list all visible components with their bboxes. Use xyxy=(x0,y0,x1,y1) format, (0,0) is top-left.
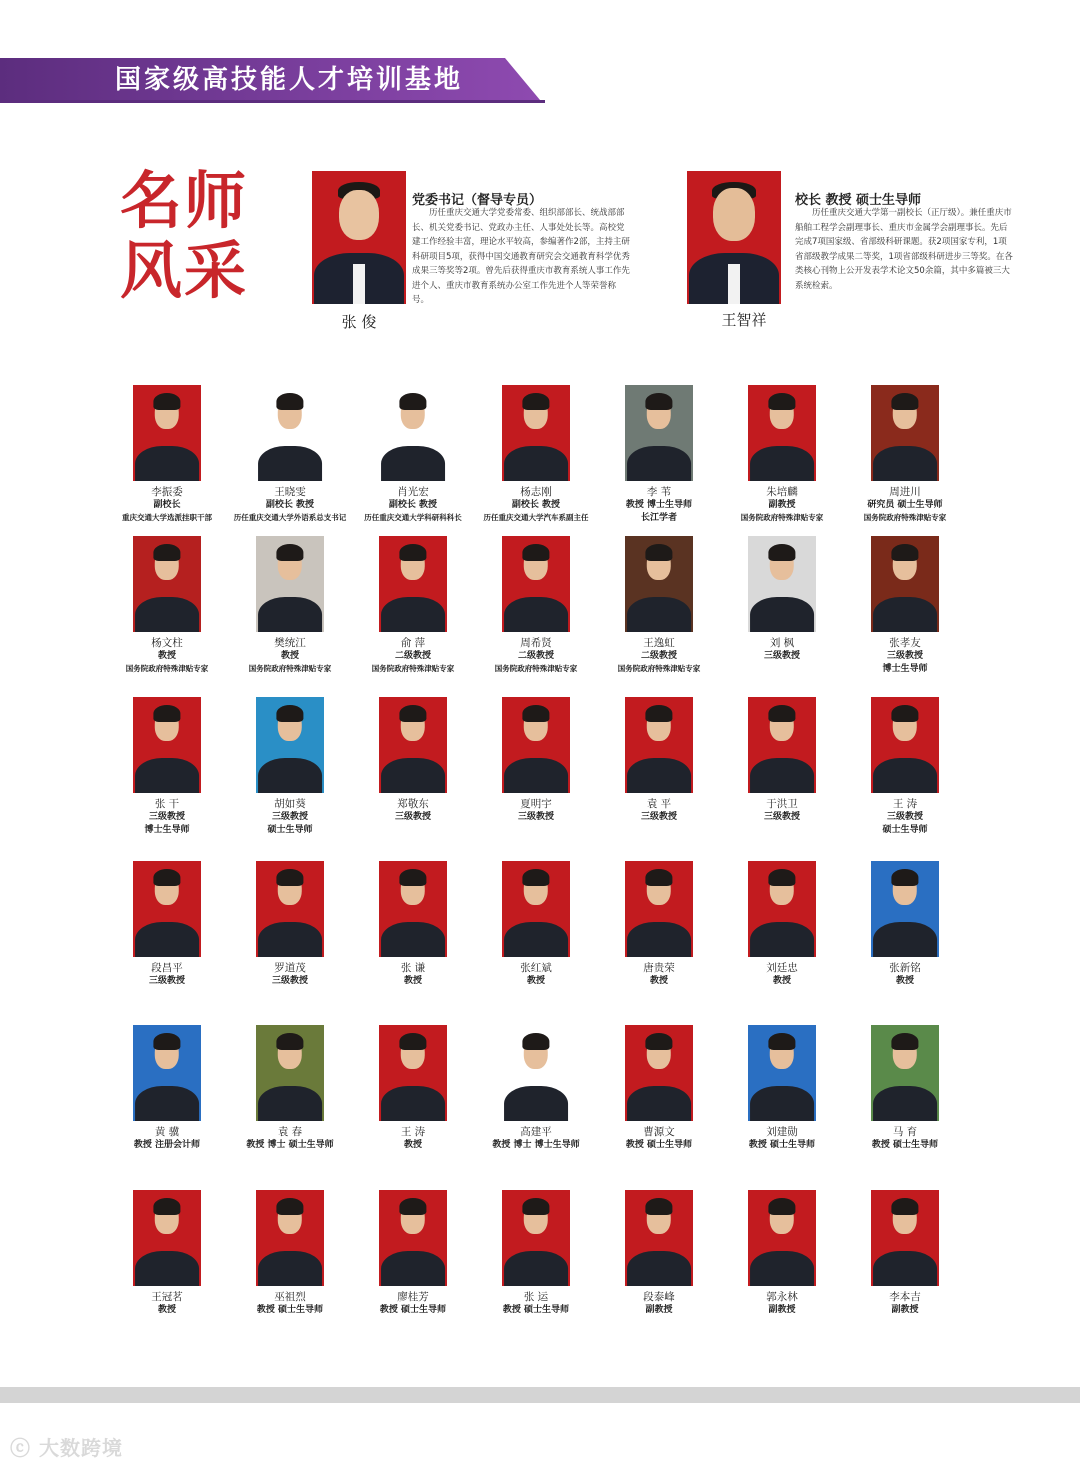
watermark-logo-icon: ⓒ xyxy=(10,1436,31,1460)
faculty-title: 教授 xyxy=(403,1140,422,1150)
faculty-photo xyxy=(133,1025,201,1121)
faculty-card xyxy=(597,861,721,988)
faculty-name: 于洪卫 xyxy=(766,798,798,810)
faculty-card xyxy=(105,861,229,988)
faculty-photo xyxy=(625,385,693,481)
faculty-name: 廖桂芳 xyxy=(397,1291,429,1303)
faculty-name: 袁 平 xyxy=(646,798,672,810)
faculty-photo xyxy=(133,385,201,481)
faculty-title: 三级教授 xyxy=(271,976,308,986)
faculty-photo xyxy=(625,1025,693,1121)
faculty-card xyxy=(228,536,352,675)
faculty-name: 王晓雯 xyxy=(274,486,306,498)
faculty-title: 三级教授 xyxy=(886,812,923,822)
faculty-photo xyxy=(379,536,447,632)
leader-photo xyxy=(687,171,781,304)
faculty-card xyxy=(597,1025,721,1152)
leader-bio: 历任重庆交通大学第一副校长（正厅级）。兼任重庆市船舶工程学会副理事长、重庆市金属学会副理事长。先后完成7项国家级、省部级科研课题。获2项国家专利，1项省部级教学成果二等奖，1项省部级科研进步三等奖。在各类核心刊物上公开发表学术论文50余篇，其中多篇被三大系统检索。 xyxy=(795,208,1013,291)
faculty-name: 张 干 xyxy=(154,798,180,810)
faculty-title: 教授 博士 博士生导师 xyxy=(492,1140,580,1150)
faculty-title: 教授 xyxy=(157,1305,176,1315)
faculty-photo xyxy=(625,1190,693,1286)
faculty-title: 副教授 xyxy=(645,1305,673,1315)
faculty-card xyxy=(720,385,844,524)
faculty-photo xyxy=(748,861,816,957)
leader-role: 校长 教授 硕士生导师 xyxy=(795,193,922,208)
faculty-honor: 历任重庆交通大学科研科科长 xyxy=(364,512,462,522)
faculty-honor: 国务院政府特殊津贴专家 xyxy=(494,663,578,673)
faculty-name: 周希贤 xyxy=(520,637,552,649)
faculty-photo xyxy=(625,536,693,632)
faculty-title: 副教授 xyxy=(768,1305,796,1315)
faculty-honor: 国务院政府特殊津贴专家 xyxy=(125,663,209,673)
faculty-name: 张新铭 xyxy=(889,962,921,974)
faculty-title: 教授 硕士生导师 xyxy=(748,1140,816,1150)
faculty-title: 副教授 xyxy=(768,500,796,510)
faculty-photo xyxy=(256,536,324,632)
faculty-name: 李本吉 xyxy=(889,1291,921,1303)
faculty-card xyxy=(843,536,967,675)
faculty-honor: 重庆交通大学选派挂职干部 xyxy=(122,512,212,522)
faculty-card xyxy=(105,1190,229,1317)
faculty-photo xyxy=(133,536,201,632)
faculty-photo xyxy=(502,385,570,481)
faculty-photo xyxy=(502,1190,570,1286)
leader-bio: 历任重庆交通大学党委常委、组织部部长、统战部部长、机关党委书记、党政办主任、人事处处长等。高校党建工作经验丰富，理论水平较高，参编著作2部，主持主研科研项目5项，获得中国交通教育研究会交通教育科学优秀成果三等奖等2项。曾先后获得重庆市教育系统人事工作先进个人、重庆市教育系统办公室工作先进个人等荣誉称号。 xyxy=(412,208,630,305)
faculty-card xyxy=(720,697,844,824)
faculty-name: 肖光宏 xyxy=(397,486,429,498)
faculty-honor: 历任重庆交通大学汽车系副主任 xyxy=(483,512,589,522)
faculty-name: 段泰峰 xyxy=(643,1291,675,1303)
faculty-name: 刘建勋 xyxy=(766,1126,798,1138)
faculty-photo xyxy=(502,861,570,957)
faculty-photo xyxy=(379,1025,447,1121)
faculty-photo xyxy=(133,861,201,957)
faculty-name: 郭永林 xyxy=(766,1291,798,1303)
faculty-photo xyxy=(748,697,816,793)
faculty-photo xyxy=(379,861,447,957)
faculty-card xyxy=(720,1025,844,1152)
faculty-title: 三级教授 xyxy=(886,651,923,661)
faculty-title: 二级教授 xyxy=(640,651,677,661)
faculty-photo xyxy=(871,536,939,632)
faculty-photo xyxy=(748,1190,816,1286)
faculty-honor: 国务院政府特殊津贴专家 xyxy=(863,512,947,522)
section-title-line1: 名师 xyxy=(120,164,249,237)
faculty-name: 朱培麟 xyxy=(766,486,798,498)
faculty-card xyxy=(843,1190,967,1317)
faculty-photo xyxy=(871,1190,939,1286)
faculty-title: 三级教授 xyxy=(148,812,185,822)
faculty-card xyxy=(351,1190,475,1317)
section-title-line2: 风采 xyxy=(120,234,249,307)
banner-title: 国家级高技能人才培训基地 xyxy=(115,65,464,95)
faculty-title: 教授 注册会计师 xyxy=(133,1140,201,1150)
faculty-name: 巫祖烈 xyxy=(274,1291,306,1303)
faculty-name: 罗道茂 xyxy=(274,962,306,974)
faculty-title: 副教授 xyxy=(891,1305,919,1315)
faculty-name: 刘廷忠 xyxy=(766,962,798,974)
faculty-photo xyxy=(379,697,447,793)
faculty-photo xyxy=(502,536,570,632)
faculty-title: 教授 xyxy=(403,976,422,986)
faculty-card xyxy=(843,385,967,524)
faculty-name: 高建平 xyxy=(520,1126,552,1138)
faculty-name: 张 运 xyxy=(523,1291,549,1303)
faculty-card xyxy=(351,861,475,988)
faculty-photo xyxy=(256,697,324,793)
faculty-title: 教授 硕士生导师 xyxy=(379,1305,447,1315)
faculty-name: 胡如葵 xyxy=(274,798,306,810)
faculty-honor: 国务院政府特殊津贴专家 xyxy=(740,512,824,522)
faculty-photo xyxy=(871,861,939,957)
faculty-name: 李 苇 xyxy=(646,486,672,498)
faculty-name: 张孝友 xyxy=(889,637,921,649)
faculty-name: 夏明宇 xyxy=(520,798,552,810)
faculty-photo xyxy=(256,861,324,957)
faculty-card xyxy=(228,1190,352,1317)
faculty-name: 张 谦 xyxy=(400,962,426,974)
faculty-title: 教授 硕士生导师 xyxy=(625,1140,693,1150)
faculty-title: 三级教授 xyxy=(640,812,677,822)
banner-underline xyxy=(0,100,545,103)
faculty-card xyxy=(105,385,229,524)
faculty-card xyxy=(597,697,721,824)
faculty-card xyxy=(843,697,967,836)
faculty-name: 郑敬东 xyxy=(397,798,429,810)
faculty-name: 杨志刚 xyxy=(520,486,552,498)
faculty-title: 三级教授 xyxy=(148,976,185,986)
faculty-photo xyxy=(502,697,570,793)
faculty-title: 二级教授 xyxy=(394,651,431,661)
faculty-name: 王 涛 xyxy=(892,798,918,810)
faculty-name: 俞 萍 xyxy=(400,637,426,649)
faculty-card xyxy=(597,385,721,524)
faculty-photo xyxy=(133,1190,201,1286)
faculty-title: 教授 硕士生导师 xyxy=(256,1305,324,1315)
faculty-card xyxy=(474,385,598,524)
faculty-title: 副校长 教授 xyxy=(265,500,315,510)
faculty-photo xyxy=(748,1025,816,1121)
faculty-name: 李振委 xyxy=(151,486,183,498)
faculty-card xyxy=(228,1025,352,1152)
faculty-title: 教授 博士生导师 xyxy=(625,500,693,510)
faculty-photo xyxy=(256,1190,324,1286)
faculty-card xyxy=(351,1025,475,1152)
faculty-honor: 国务院政府特殊津贴专家 xyxy=(617,663,701,673)
faculty-card xyxy=(351,385,475,524)
faculty-card xyxy=(228,385,352,524)
faculty-title: 副校长 教授 xyxy=(511,500,561,510)
faculty-card xyxy=(105,1025,229,1152)
faculty-title: 教授 硕士生导师 xyxy=(502,1305,570,1315)
faculty-honor: 历任重庆交通大学外语系总支书记 xyxy=(233,512,347,522)
faculty-photo xyxy=(871,697,939,793)
faculty-card xyxy=(474,861,598,988)
faculty-card xyxy=(474,1025,598,1152)
faculty-card xyxy=(228,861,352,988)
leader-name: 王智祥 xyxy=(721,311,767,329)
faculty-photo xyxy=(502,1025,570,1121)
watermark-text: 大数跨境 xyxy=(38,1436,123,1460)
faculty-title: 副校长 教授 xyxy=(388,500,438,510)
faculty-name: 唐贵荣 xyxy=(643,962,675,974)
faculty-card xyxy=(351,697,475,824)
faculty-photo xyxy=(871,1025,939,1121)
faculty-photo xyxy=(625,697,693,793)
faculty-name: 王 涛 xyxy=(400,1126,426,1138)
faculty-title: 教授 xyxy=(895,976,914,986)
faculty-title: 教授 博士 硕士生导师 xyxy=(246,1140,334,1150)
faculty-honor: 博士生导师 xyxy=(882,663,928,674)
faculty-title: 教授 xyxy=(526,976,545,986)
faculty-title: 教授 xyxy=(649,976,668,986)
faculty-photo xyxy=(748,385,816,481)
faculty-name: 樊统江 xyxy=(274,637,306,649)
faculty-title: 三级教授 xyxy=(763,651,800,661)
faculty-title: 三级教授 xyxy=(394,812,431,822)
faculty-card xyxy=(474,697,598,824)
faculty-name: 马 育 xyxy=(892,1126,918,1138)
faculty-honor: 博士生导师 xyxy=(144,824,190,835)
faculty-honor: 长江学者 xyxy=(640,512,677,523)
faculty-name: 刘 枫 xyxy=(769,637,795,649)
faculty-photo xyxy=(625,861,693,957)
faculty-photo xyxy=(871,385,939,481)
leader-name: 张 俊 xyxy=(341,313,377,331)
faculty-title: 教授 xyxy=(280,651,299,661)
faculty-honor: 国务院政府特殊津贴专家 xyxy=(248,663,332,673)
faculty-card xyxy=(474,1190,598,1317)
faculty-photo xyxy=(256,385,324,481)
faculty-name: 段昌平 xyxy=(151,962,183,974)
faculty-name: 袁 春 xyxy=(277,1126,303,1138)
faculty-card xyxy=(351,536,475,675)
leader-photo xyxy=(312,171,406,304)
faculty-card xyxy=(228,697,352,836)
faculty-title: 副校长 xyxy=(153,500,181,510)
faculty-name: 王逸虹 xyxy=(643,637,675,649)
watermark xyxy=(10,1432,123,1461)
faculty-name: 周进川 xyxy=(889,486,921,498)
faculty-name: 黄 骥 xyxy=(154,1126,180,1138)
faculty-title: 二级教授 xyxy=(517,651,554,661)
faculty-card xyxy=(105,536,229,675)
faculty-card xyxy=(843,1025,967,1152)
faculty-card xyxy=(720,861,844,988)
faculty-card xyxy=(720,536,844,663)
faculty-name: 杨文柱 xyxy=(151,637,183,649)
faculty-honor: 国务院政府特殊津贴专家 xyxy=(371,663,455,673)
faculty-title: 三级教授 xyxy=(763,812,800,822)
leader-role: 党委书记（督导专员） xyxy=(412,193,543,208)
faculty-title: 三级教授 xyxy=(271,812,308,822)
faculty-name: 张红斌 xyxy=(520,962,552,974)
faculty-card xyxy=(720,1190,844,1317)
faculty-card xyxy=(597,536,721,675)
faculty-title: 三级教授 xyxy=(517,812,554,822)
faculty-title: 教授 硕士生导师 xyxy=(871,1140,939,1150)
faculty-honor: 硕士生导师 xyxy=(882,824,928,835)
faculty-title: 教授 xyxy=(772,976,791,986)
faculty-title: 教授 xyxy=(157,651,176,661)
faculty-photo xyxy=(379,1190,447,1286)
faculty-card xyxy=(597,1190,721,1317)
faculty-photo xyxy=(379,385,447,481)
faculty-photo xyxy=(256,1025,324,1121)
faculty-title: 研究员 硕士生导师 xyxy=(867,500,943,510)
faculty-honor: 硕士生导师 xyxy=(267,824,313,835)
faculty-card xyxy=(843,861,967,988)
faculty-card xyxy=(474,536,598,675)
faculty-card xyxy=(105,697,229,836)
faculty-name: 王冠茗 xyxy=(151,1291,183,1303)
footer-bar xyxy=(0,1387,1080,1403)
faculty-photo xyxy=(133,697,201,793)
faculty-photo xyxy=(748,536,816,632)
faculty-name: 曹源文 xyxy=(643,1126,675,1138)
